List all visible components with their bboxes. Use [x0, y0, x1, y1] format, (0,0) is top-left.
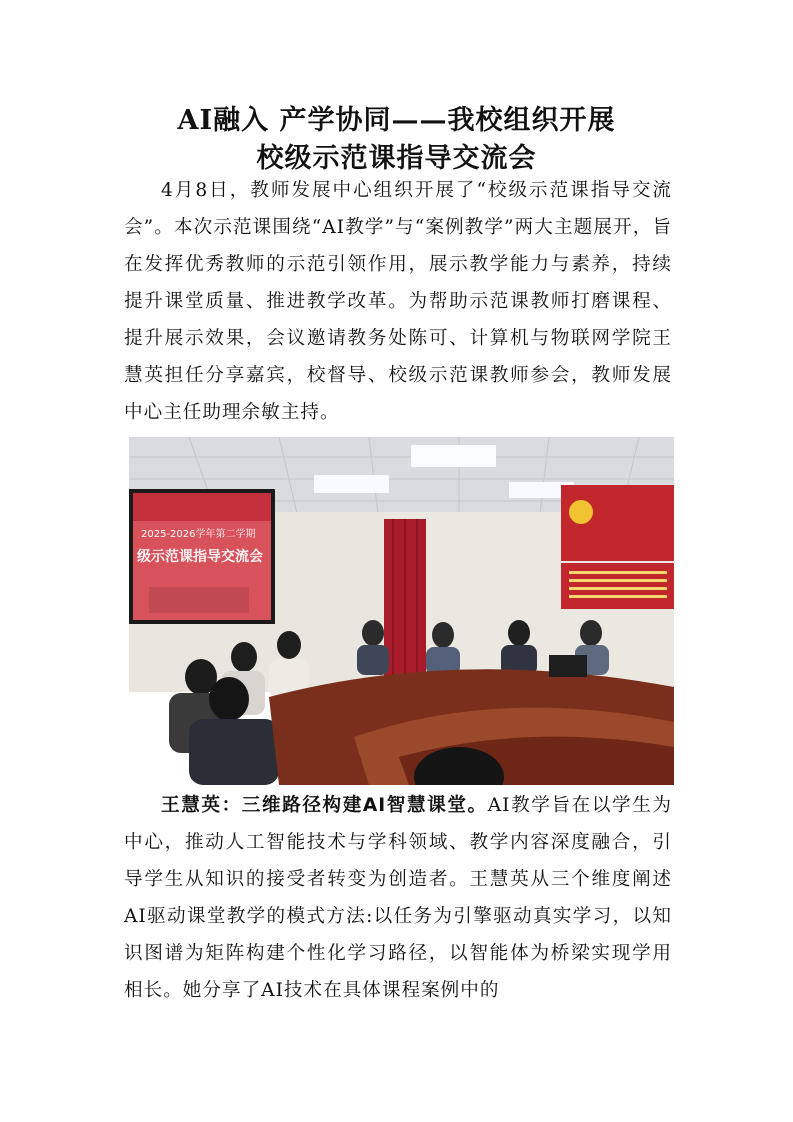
- article-title-line2: 校级示范课指导交流会: [256, 143, 537, 174]
- meeting-photo: [129, 437, 674, 785]
- paragraph-wang: [124, 787, 672, 1009]
- paragraph-intro: 4月8日，教师发展中心组织开展了“校级示范课指导交流会”。本次示范课围绕“AI教学”与“案例教学”两大主题展开，旨在发挥优秀教师的示范引领作用，展示教学能力与素养，持续提升课堂质量、推进教学改革。为帮助示范课教师打磨课程、提升展示效果，会议邀请教务处陈可、计算机与物联网学院王慧英担任分享嘉宾，校督导、校级示范课教师参会，教师发展中心主任助理余敏主持。: [124, 180, 672, 423]
- meeting-photo-illustration: [129, 437, 674, 785]
- screen-text-line2: 级示范课指导交流会: [137, 549, 263, 565]
- screen-text-line1: 2025-2026学年第二学期: [141, 529, 256, 540]
- laptop: [549, 655, 587, 677]
- ceiling-light: [411, 445, 496, 467]
- paragraph-body: AI教学旨在以学生为中心，推动人工智能技术与学科领域、教学内容深度融合，引导学生从知识的接受者转变为创造者。王慧英从三个维度阐述AI驱动课堂教学的模式方法:以任务为引擎驱动真实学习，以知识图谱为矩阵构建个性化学习路径，以智能体为桥梁实现学用相长。她分享了AI技术在具体课程案例中的: [124, 795, 672, 1001]
- oath-board: [561, 563, 674, 609]
- paragraph-lead: 王慧英：三维路径构建AI智慧课堂。: [161, 795, 488, 816]
- article-title-line1: AI融入 产学协同——我校组织开展: [177, 105, 616, 136]
- ceiling-light: [314, 475, 389, 493]
- emblem-icon: [569, 500, 593, 524]
